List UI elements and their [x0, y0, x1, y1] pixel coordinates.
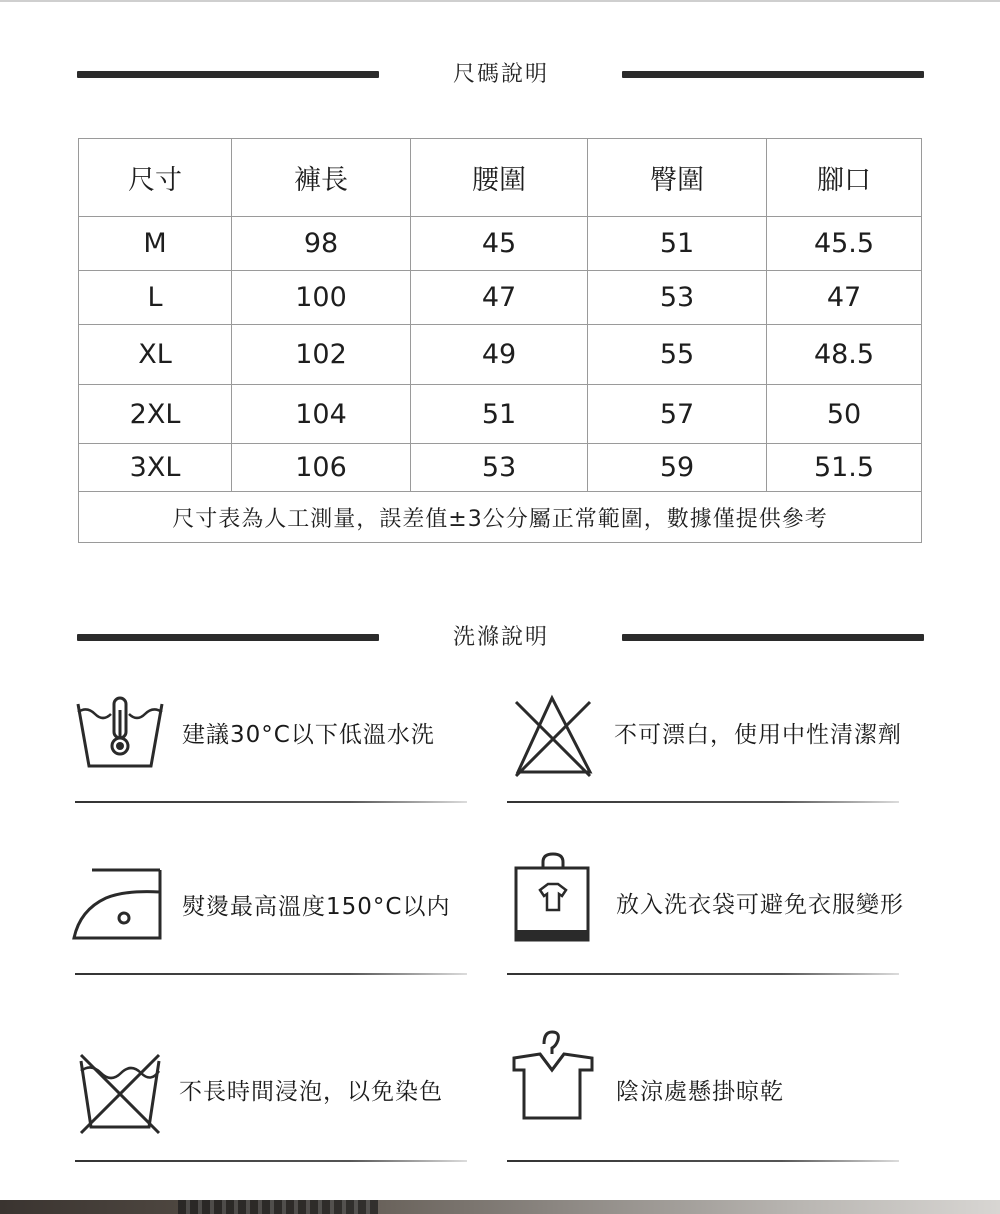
cell-length: 98 [232, 217, 411, 271]
care-divider [507, 801, 899, 803]
cell-waist: 51 [411, 385, 588, 444]
care-label-laundry-bag: 放入洗衣袋可避免衣服變形 [616, 892, 904, 918]
no-soak-icon [75, 1045, 165, 1135]
cell-size: 3XL [79, 444, 232, 492]
header-hem: 腳口 [767, 139, 922, 217]
cell-hip: 53 [588, 271, 767, 325]
cell-hip: 51 [588, 217, 767, 271]
care-divider [75, 973, 467, 975]
cell-length: 100 [232, 271, 411, 325]
no-bleach-icon [512, 690, 602, 780]
bottom-photo-strip [0, 1200, 1000, 1214]
cell-hem: 50 [767, 385, 922, 444]
cell-length: 102 [232, 325, 411, 385]
iron-icon [72, 862, 162, 952]
size-section-title: 尺碼說明 [452, 62, 549, 87]
table-row [79, 325, 922, 385]
care-divider [75, 801, 467, 803]
cell-hip: 59 [588, 444, 767, 492]
cell-hip: 55 [588, 325, 767, 385]
wash-section-title: 洗滌說明 [452, 625, 549, 650]
table-header-row [79, 139, 922, 217]
cell-waist: 53 [411, 444, 588, 492]
header-hip: 臀圍 [588, 139, 767, 217]
laundry-bag-icon [513, 852, 603, 942]
cell-length: 104 [232, 385, 411, 444]
cell-hem: 51.5 [767, 444, 922, 492]
header-size: 尺寸 [79, 139, 232, 217]
measurement-note: 尺寸表為人工測量，誤差值±3公分屬正常範圍，數據僅提供參考 [79, 492, 922, 543]
header-bar-left [77, 71, 379, 78]
table-row [79, 217, 922, 271]
care-label-hang-dry: 陰涼處懸掛晾乾 [616, 1079, 784, 1105]
table-row [79, 444, 922, 492]
cell-size: M [79, 217, 232, 271]
care-divider [507, 1160, 899, 1162]
care-item-no-bleach [512, 690, 972, 810]
bottom-photo-shade [178, 1200, 378, 1214]
care-item-iron [72, 862, 532, 982]
header-bar-right [622, 634, 924, 641]
care-label-no-bleach: 不可漂白，使用中性清潔劑 [614, 722, 902, 748]
cell-hip: 57 [588, 385, 767, 444]
table-row [79, 271, 922, 325]
cell-waist: 45 [411, 217, 588, 271]
table-note-row [79, 492, 922, 543]
top-rule [0, 0, 1000, 2]
cell-waist: 49 [411, 325, 588, 385]
cell-length: 106 [232, 444, 411, 492]
cell-hem: 47 [767, 271, 922, 325]
care-divider [75, 1160, 467, 1162]
cell-hem: 45.5 [767, 217, 922, 271]
care-item-hang-dry [510, 1030, 970, 1150]
header-bar-right [622, 71, 924, 78]
size-section-header [0, 55, 1000, 95]
cell-waist: 47 [411, 271, 588, 325]
header-length: 褲長 [232, 139, 411, 217]
header-waist: 腰圍 [411, 139, 588, 217]
cell-hem: 48.5 [767, 325, 922, 385]
cell-size: L [79, 271, 232, 325]
wash-30-icon [75, 690, 165, 780]
care-item-wash [75, 690, 535, 810]
care-divider [507, 973, 899, 975]
header-bar-left [77, 634, 379, 641]
care-item-no-soak [75, 1045, 535, 1165]
cell-size: 2XL [79, 385, 232, 444]
table-row [79, 385, 922, 444]
care-item-laundry-bag [513, 852, 973, 972]
care-label-wash: 建議30°C以下低溫水洗 [182, 722, 435, 748]
hang-dry-icon [510, 1030, 600, 1120]
wash-section-header [0, 618, 1000, 658]
care-label-iron: 熨燙最高溫度150°C以内 [182, 894, 451, 920]
care-label-no-soak: 不長時間浸泡，以免染色 [179, 1079, 443, 1105]
cell-size: XL [79, 325, 232, 385]
size-table [78, 138, 921, 543]
